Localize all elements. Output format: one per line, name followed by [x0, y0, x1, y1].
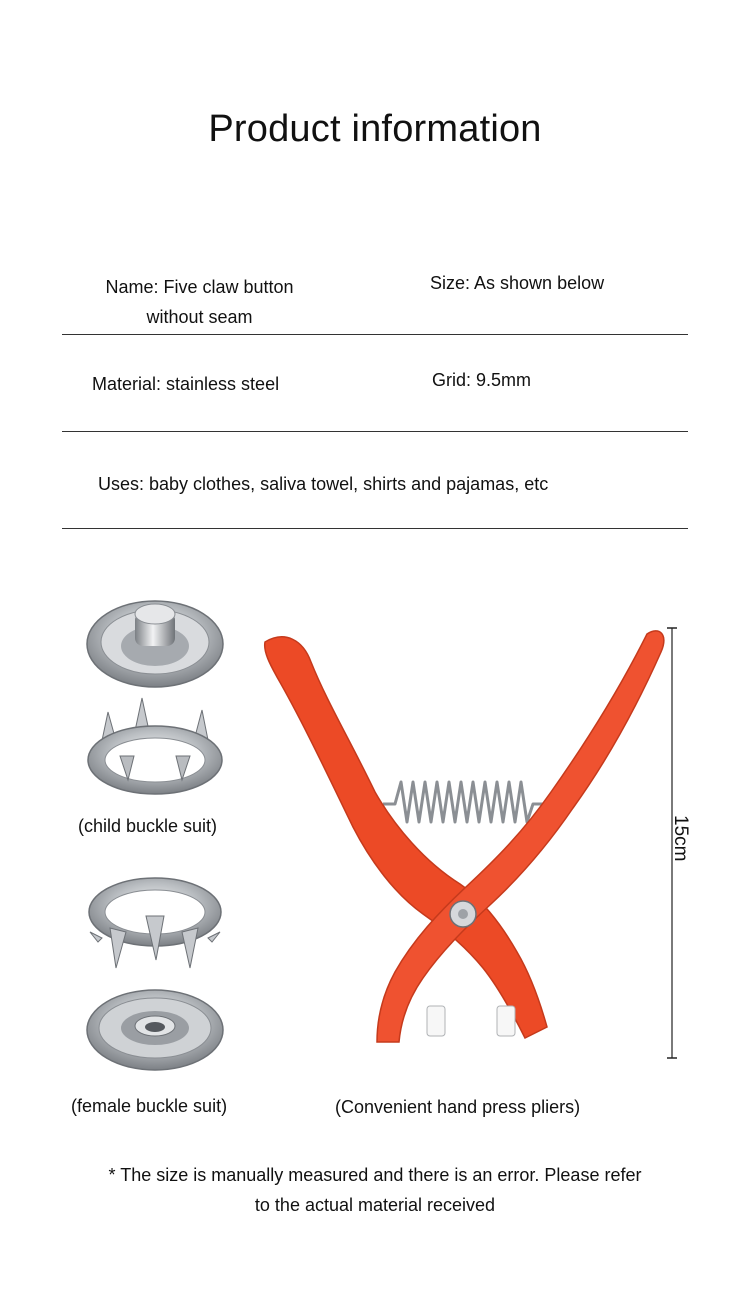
spec-name: [62, 272, 337, 332]
divider: [62, 528, 688, 529]
spec-grid: Grid: 9.5mm: [432, 370, 532, 390]
spec-size: Size: As shown below: [430, 273, 605, 293]
caption-female-buckle: (female buckle suit): [71, 1096, 228, 1116]
divider: [62, 431, 688, 432]
spec-uses: Uses: baby clothes, saliva towel, shirts and pajamas, etc: [98, 474, 549, 494]
size-disclaimer: [0, 1160, 750, 1220]
spec-name-line2: without seam: [146, 307, 253, 327]
female-claw-ring-image: [80, 876, 230, 976]
page-title: Product information: [208, 108, 542, 150]
size-disclaimer-line2: to the actual material received: [254, 1195, 496, 1215]
size-disclaimer-line1: * The size is manually measured and there is an error. Please refer: [108, 1165, 642, 1185]
dimension-label: 15cm: [670, 815, 691, 862]
caption-child-buckle: (child buckle suit): [78, 816, 218, 836]
child-claw-ring-image: [80, 690, 230, 800]
spec-name-line1: Name: Five claw button: [105, 277, 294, 297]
spec-material: Material: stainless steel: [92, 374, 280, 394]
female-socket-image: [80, 986, 230, 1086]
divider: [62, 334, 688, 335]
child-stud-cap-image: [80, 598, 230, 698]
caption-pliers: (Convenient hand press pliers): [335, 1097, 581, 1117]
hand-press-pliers-image: [255, 622, 675, 1062]
